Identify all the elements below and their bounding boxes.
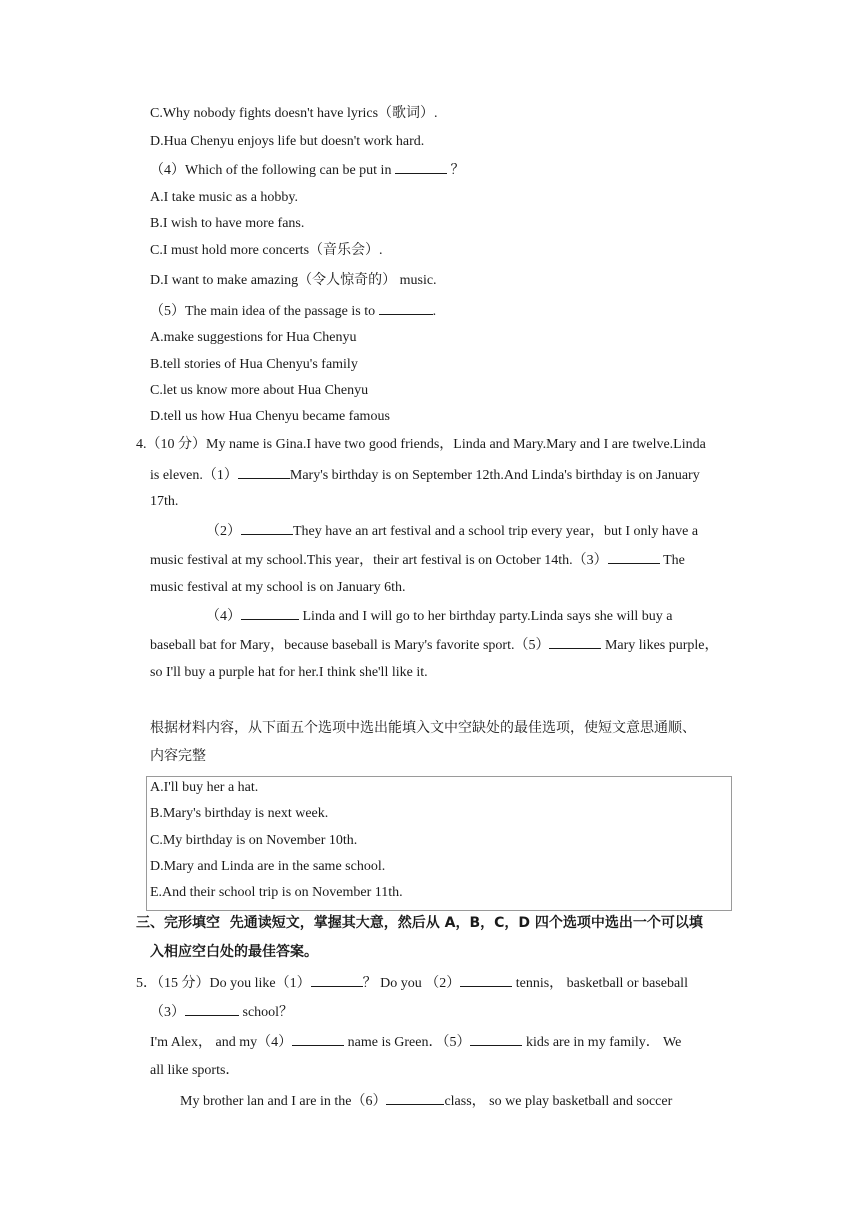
q5-line-2 — [150, 1001, 293, 1023]
q4-line-5 — [150, 549, 685, 571]
q4-line-8-end: Mary likes purple， — [601, 638, 719, 653]
q5-line-1-mid: ？ Do you （2） — [362, 976, 461, 991]
q4-line-4-end: They have an art festival and a school trip every year，but I only have a — [293, 524, 699, 539]
q3-sub4-question — [150, 159, 464, 181]
answer-blank — [292, 1031, 344, 1046]
answer-blank — [395, 159, 447, 174]
q5-line-2-start: （3） — [150, 1005, 185, 1020]
q5-line-1 — [136, 972, 688, 994]
q4-option-e: E.And their school trip is on November 11th. — [150, 885, 403, 900]
q5-line-1-end: tennis， basketball or baseball — [512, 976, 688, 991]
answer-blank — [241, 520, 293, 535]
q3-sub5-option-c: C.let us know more about Hua Chenyu — [150, 383, 369, 398]
q4-line-5-end: The — [659, 553, 685, 568]
q4-line-2 — [150, 464, 700, 486]
answer-blank — [386, 1090, 444, 1105]
q5-line-5-end: class， so we play basketball and soccer — [444, 1094, 673, 1109]
q5-line-1-start: 5．（15 分）Do you like（1） — [136, 976, 311, 991]
q4-line-6: music festival at my school is on January 6th. — [150, 580, 406, 595]
q3-sub5-end: . — [432, 304, 437, 319]
q5-line-4: all like sports． — [150, 1063, 240, 1078]
q4-line-8-start: baseball bat for Mary，because baseball is Mary's favorite sport.（5） — [150, 638, 550, 653]
answer-blank — [238, 464, 290, 479]
q4-line-7-start: （4） — [206, 609, 241, 624]
q3-sub5-option-a: A.make suggestions for Hua Chenyu — [150, 330, 357, 345]
q3-option-3d: D.Hua Chenyu enjoys life but doesn't work hard. — [150, 134, 425, 149]
q3-sub4-end: ？ — [446, 163, 465, 178]
q5-line-5-start: My brother lan and I are in the（6） — [180, 1094, 387, 1109]
answer-blank — [470, 1031, 522, 1046]
q5-line-2-end: school？ — [239, 1005, 294, 1020]
q4-line-1: 4.（10 分）My name is Gina.I have two good friends，Linda and Mary.Mary and I are twelve.Linda — [136, 437, 706, 452]
q4-line-8 — [150, 634, 719, 656]
q3-sub5-option-b: B.tell stories of Hua Chenyu's family — [150, 357, 358, 372]
q5-line-5 — [180, 1090, 672, 1112]
q4-line-4 — [206, 520, 698, 542]
q3-sub4-option-c: C.I must hold more concerts（音乐会）. — [150, 243, 383, 258]
q4-line-5-start: music festival at my school.This year，their art festival is on October 14th.（3） — [150, 553, 608, 568]
q4-option-c: C.My birthday is on November 10th. — [150, 833, 358, 848]
answer-blank — [608, 549, 660, 564]
q4-line-7 — [206, 605, 673, 627]
q5-line-3-mid: name is Green．（5） — [344, 1035, 471, 1050]
q3-sub5-question — [150, 300, 436, 322]
answer-blank — [241, 605, 299, 620]
q4-instruction-2: 内容完整 — [150, 748, 206, 764]
q3-sub4-option-a: A.I take music as a hobby. — [150, 190, 298, 205]
q4-line-9: so I'll buy a purple hat for her.I think she'll like it. — [150, 665, 428, 680]
q5-line-3-end: kids are in my family． We — [522, 1035, 682, 1050]
q5-line-3-start: I'm Alex， and my（4） — [150, 1035, 293, 1050]
q4-line-2-end: Mary's birthday is on September 12th.And Linda's birthday is on January — [289, 468, 700, 483]
q4-line-7-end: Linda and I will go to her birthday party.Linda says she will buy a — [299, 609, 673, 624]
q3-sub4-text: （4）Which of the following can be put in — [150, 163, 395, 178]
q3-sub4-option-d: D.I want to make amazing（令人惊奇的） music. — [150, 273, 437, 288]
q4-line-3: 17th. — [150, 494, 179, 509]
section-3-heading-1: 三、完形填空 先通读短文，掌握其大意，然后从 A，B，C，D 四个选项中选出一个可以填 — [136, 915, 703, 931]
answer-blank — [460, 972, 512, 987]
answer-blank — [379, 300, 433, 315]
answer-blank — [311, 972, 363, 987]
q4-instruction-1: 根据材料内容，从下面五个选项中选出能填入文中空缺处的最佳选项，使短文意思通顺、 — [150, 720, 696, 736]
answer-blank — [185, 1001, 239, 1016]
q3-option-3c: C.Why nobody fights doesn't have lyrics（歌词）. — [150, 106, 438, 121]
q3-sub5-option-d: D.tell us how Hua Chenyu became famous — [150, 409, 390, 424]
q4-option-a: A.I'll buy her a hat. — [150, 780, 259, 795]
q4-line-2-start: is eleven.（1） — [150, 468, 238, 483]
answer-blank — [549, 634, 601, 649]
q4-option-d: D.Mary and Linda are in the same school. — [150, 859, 386, 874]
q5-line-3 — [150, 1031, 681, 1053]
q4-line-4-start: （2） — [206, 524, 241, 539]
q3-sub4-option-b: B.I wish to have more fans. — [150, 216, 305, 231]
section-3-heading-2: 入相应空白处的最佳答案。 — [150, 944, 318, 960]
q4-option-b: B.Mary's birthday is next week. — [150, 806, 329, 821]
q3-sub5-text: （5）The main idea of the passage is to — [150, 304, 379, 319]
